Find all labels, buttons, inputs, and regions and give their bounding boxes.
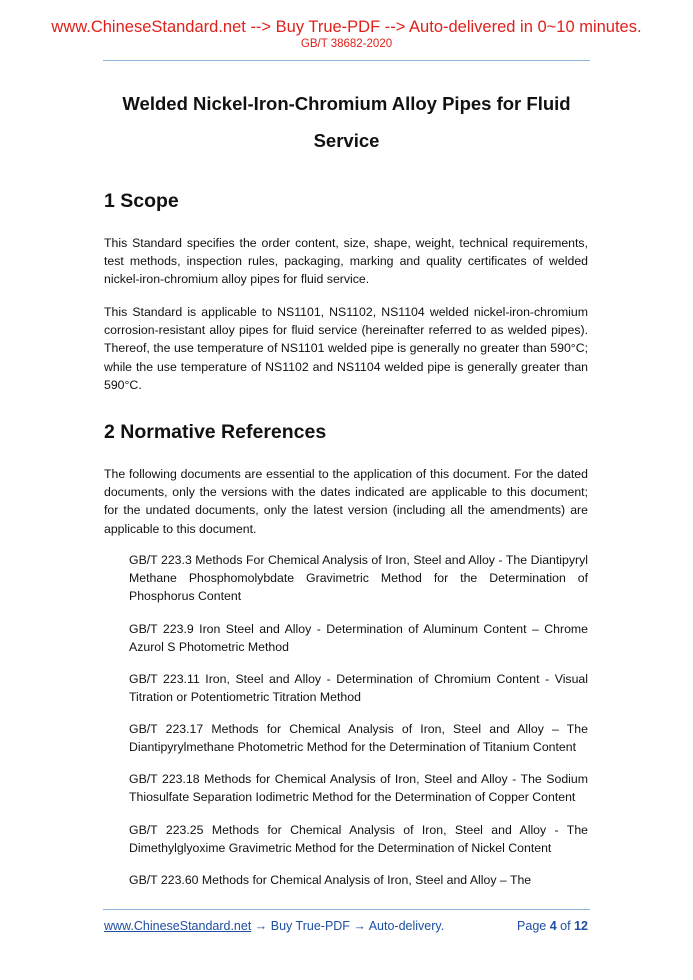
reference-item: GB/T 223.11 Iron, Steel and Alloy - Determination of Chromium Content - Visual Titration or Potentiometric Titration Method xyxy=(129,672,588,705)
page-total: 12 xyxy=(574,919,588,933)
header-divider xyxy=(103,60,590,61)
reference-item: GB/T 223.3 Methods For Chemical Analysis of Iron, Steel and Alloy - The Diantipyryl Methane Phosphomolybdate Gravimetric Method for the Determination of Phosphorus Content xyxy=(129,553,588,604)
page-word: Page xyxy=(517,919,547,933)
section-heading-scope: 1 Scope xyxy=(104,190,179,212)
page-indicator xyxy=(517,918,588,934)
footer-promo-text: → Buy True-PDF → Auto-delivery. xyxy=(251,919,445,933)
scope-paragraph-1: This Standard specifies the order content, size, shape, weight, technical requirements, test methods, inspection rules, packaging, marking and quality certificates of welded nickel-iron-chromium alloy pipes for fluid service. xyxy=(104,236,588,287)
footer-site-link[interactable]: www.ChineseStandard.net xyxy=(104,919,252,933)
reference-item: GB/T 223.9 Iron Steel and Alloy - Determination of Aluminum Content – Chrome Azurol S Photometric Method xyxy=(129,622,588,655)
reference-item: GB/T 223.60 Methods for Chemical Analysis of Iron, Steel and Alloy – The xyxy=(129,873,532,887)
footer-divider xyxy=(103,909,590,910)
page-current: 4 xyxy=(549,919,557,933)
reference-item: GB/T 223.25 Methods for Chemical Analysis of Iron, Steel and Alloy - The Dimethylglyoxime Gravimetric Method for the Determination of Nickel Content xyxy=(129,823,588,856)
scope-paragraph-2: This Standard is applicable to NS1101, NS1102, NS1104 welded nickel-iron-chromium corrosion-resistant alloy pipes for fluid service (hereinafter referred to as welded pipes). Thereof, the use temperature of NS1101 welded pipe is generally no greater than 590°C; while the use temperature of NS1102 and NS1104 welded pipe is generally greater than 590°C. xyxy=(104,305,588,392)
document-title: Welded Nickel-Iron-Chromium Alloy Pipes for Fluid Service xyxy=(122,93,571,151)
reference-item: GB/T 223.17 Methods for Chemical Analysis of Iron, Steel and Alloy – The Diantipyrylmethane Photometric Method for the Determination of Titanium Content xyxy=(129,722,588,755)
footer-promo xyxy=(104,918,444,934)
top-banner[interactable]: www.ChineseStandard.net --> Buy True-PDF --> Auto-delivered in 0~10 minutes. xyxy=(51,18,642,36)
reference-item: GB/T 223.18 Methods for Chemical Analysis of Iron, Steel and Alloy - The Sodium Thiosulfate Separation Iodimetric Method for the Determination of Copper Content xyxy=(129,772,588,805)
references-intro: The following documents are essential to the application of this document. For the dated documents, only the versions with the dates indicated are applicable to this document; for the undated documents, only the latest version (including all the amendments) are applicable to this document. xyxy=(104,467,588,536)
page-of-word: of xyxy=(560,919,571,933)
section-heading-normative-references: 2 Normative References xyxy=(104,421,327,443)
standard-code: GB/T 38682-2020 xyxy=(300,38,393,50)
